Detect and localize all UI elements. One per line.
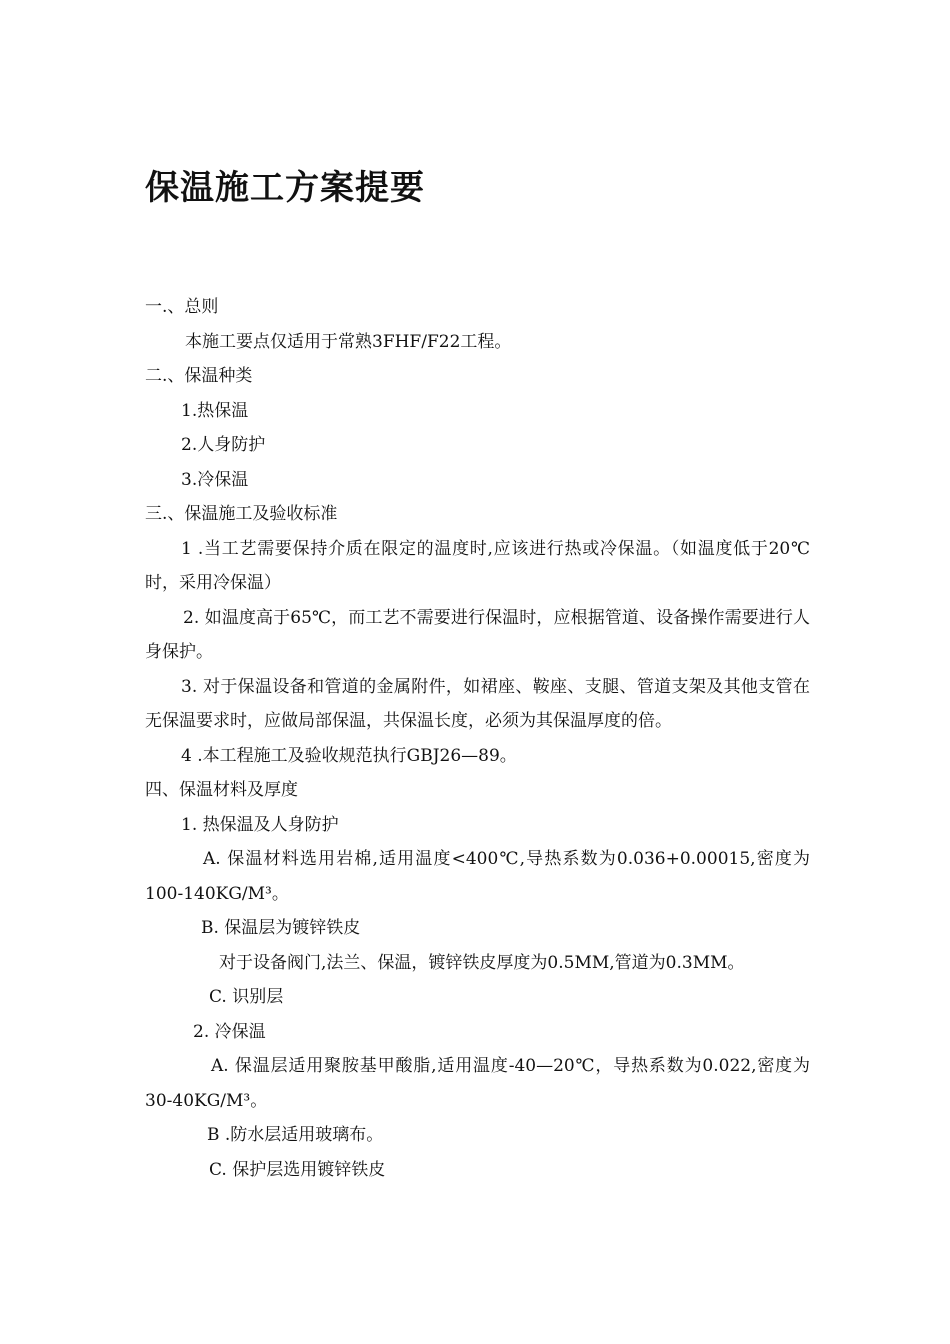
item-hot-insulation-a <box>145 842 810 911</box>
list-item-cold-insulation: 3.冷保温 <box>181 469 249 490</box>
paragraph-standard-3 <box>145 670 810 739</box>
item-hot-insulation-b-note: 对于设备阀门,法兰、保温，镀锌铁皮厚度为0.5MM,管道为0.3MM。 <box>219 952 745 973</box>
paragraph-standard-2-text: 2. 如温度高于65℃，而工艺不需要进行保温时，应根据管道、设备操作需要进行人身保护。 <box>145 607 810 662</box>
paragraph-standard-2 <box>145 601 810 670</box>
subsection-hot-insulation: 1. 热保温及人身防护 <box>181 814 339 835</box>
paragraph-standard-4: 4 .本工程施工及验收规范执行GBJ26—89。 <box>181 745 517 766</box>
paragraph-standard-1-text: 1 .当工艺需要保持介质在限定的温度时,应该进行热或冷保温。（如温度低于20℃时，采用冷保温） <box>145 538 810 593</box>
paragraph-standard-3-text: 3. 对于保温设备和管道的金属附件，如裙座、鞍座、支腿、管道支架及其他支管在无保温要求时，应做局部保温，共保温长度，必须为其保温厚度的倍。 <box>145 676 810 731</box>
paragraph-standard-1 <box>145 532 810 601</box>
item-cold-insulation-a <box>145 1049 810 1118</box>
list-item-personal-protection: 2.人身防护 <box>181 435 266 455</box>
item-hot-insulation-b: B. 保温层为镀锌铁皮 <box>201 918 361 938</box>
section-heading-materials: 四、保温材料及厚度 <box>145 780 298 800</box>
document-title: 保温施工方案提要 <box>145 168 425 208</box>
list-item-hot-insulation: 1.热保温 <box>181 400 249 421</box>
section-heading-construction-standards: 三.、保温施工及验收标准 <box>145 504 338 524</box>
paragraph-scope: 本施工要点仅适用于常熟3FHF/F22工程。 <box>185 331 512 352</box>
item-cold-insulation-b: B .防水层适用玻璃布。 <box>207 1125 384 1145</box>
item-cold-insulation-c: C. 保护层选用镀锌铁皮 <box>209 1159 386 1180</box>
item-hot-insulation-c: C. 识别层 <box>209 987 284 1007</box>
section-heading-insulation-types: 二.、保温种类 <box>145 366 253 386</box>
subsection-cold-insulation: 2. 冷保温 <box>193 1021 266 1042</box>
item-hot-insulation-a-text: A. 保温材料选用岩棉,适用温度<400℃,导热系数为0.036+0.00015,密度为100-140KG/M³。 <box>145 849 810 904</box>
document-body <box>145 290 810 1187</box>
section-heading-general: 一.、总则 <box>145 297 219 317</box>
item-cold-insulation-a-text: A. 保温层适用聚胺基甲酸脂,适用温度-40—20℃，导热系数为0.022,密度为30-40KG/M³。 <box>145 1056 810 1111</box>
